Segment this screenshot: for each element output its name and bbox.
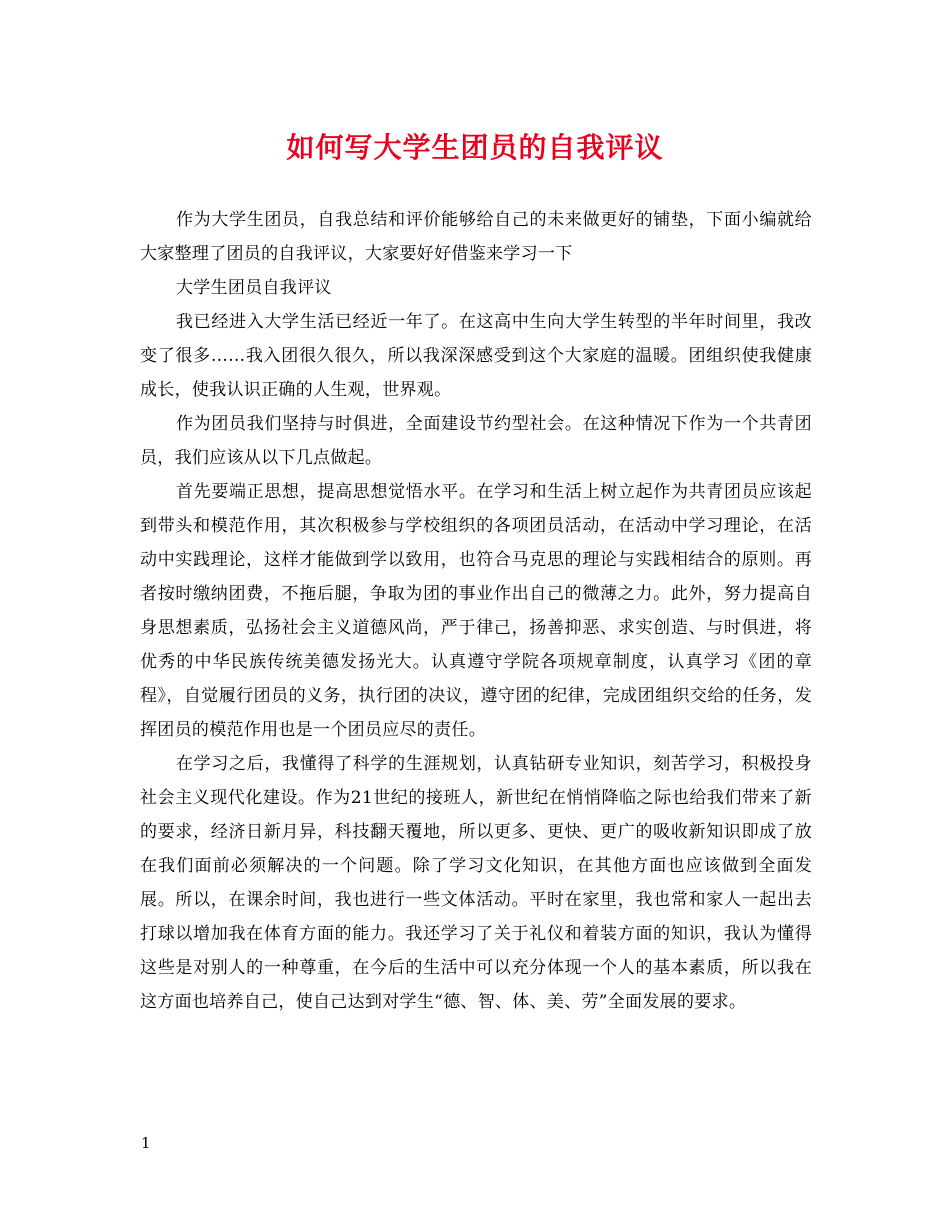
section-heading: 大学生团员自我评议	[176, 278, 332, 298]
body-paragraph: 在学习之后，我懂得了科学的生涯规划，认真钻研专业知识，刻苦学习，积极投身社会主义现代化建设。作为21世纪的接班人，新世纪在悄悄降临之际也给我们带来了新的要求，经济日新月异，科技翻天覆地，所以更多、更快、更广的吸收新知识即成了放在我们面前必须解决的一个问题。除了学习文化知识，在其他方面也应该做到全面发展。所以，在课余时间，我也进行一些文体活动。平时在家里，我也常和家人一起出去打球以增加我在体育方面的能力。我还学习了关于礼仪和着装方面的知识，我认为懂得这些是对别人的一种尊重，在今后的生活中可以充分体现一个人的基本素质，所以我在这方面也培养自己，使自己达到对学生“德、智、体、美、劳”全面发展的要求。	[140, 754, 812, 1012]
body-paragraph: 作为团员我们坚持与时俱进，全面建设节约型社会。在这种情况下作为一个共青团员，我们应该从以下几点做起。	[140, 414, 812, 468]
page-number: 1	[141, 1134, 151, 1152]
document-body	[140, 203, 812, 1019]
body-paragraph: 首先要端正思想，提高思想觉悟水平。在学习和生活上树立起作为共青团员应该起到带头和模范作用，其次积极参与学校组织的各项团员活动，在活动中学习理论，在活动中实践理论，这样才能做到学以致用，也符合马克思的理论与实践相结合的原则。再者按时缴纳团费，不拖后腿，争取为团的事业作出自己的微薄之力。此外，努力提高自身思想素质，弘扬社会主义道德风尚，严于律己，扬善抑恶、求实创造、与时俱进，将优秀的中华民族传统美德发扬光大。认真遵守学院各项规章制度，认真学习《团的章程》，自觉履行团员的义务，执行团的决议，遵守团的纪律，完成团组织交给的任务，发挥团员的模范作用也是一个团员应尽的责任。	[140, 482, 812, 740]
intro-paragraph: 作为大学生团员，自我总结和评价能够给自己的未来做更好的铺垫，下面小编就给大家整理了团员的自我评议，大家要好好借鉴来学习一下	[140, 210, 812, 264]
body-paragraph: 我已经进入大学生活已经近一年了。在这高中生向大学生转型的半年时间里，我改变了很多……我入团很久很久，所以我深深感受到这个大家庭的温暖。团组织使我健康成长，使我认识正确的人生观，世界观。	[140, 312, 812, 400]
document-title: 如何写大学生团员的自我评议	[286, 131, 664, 164]
